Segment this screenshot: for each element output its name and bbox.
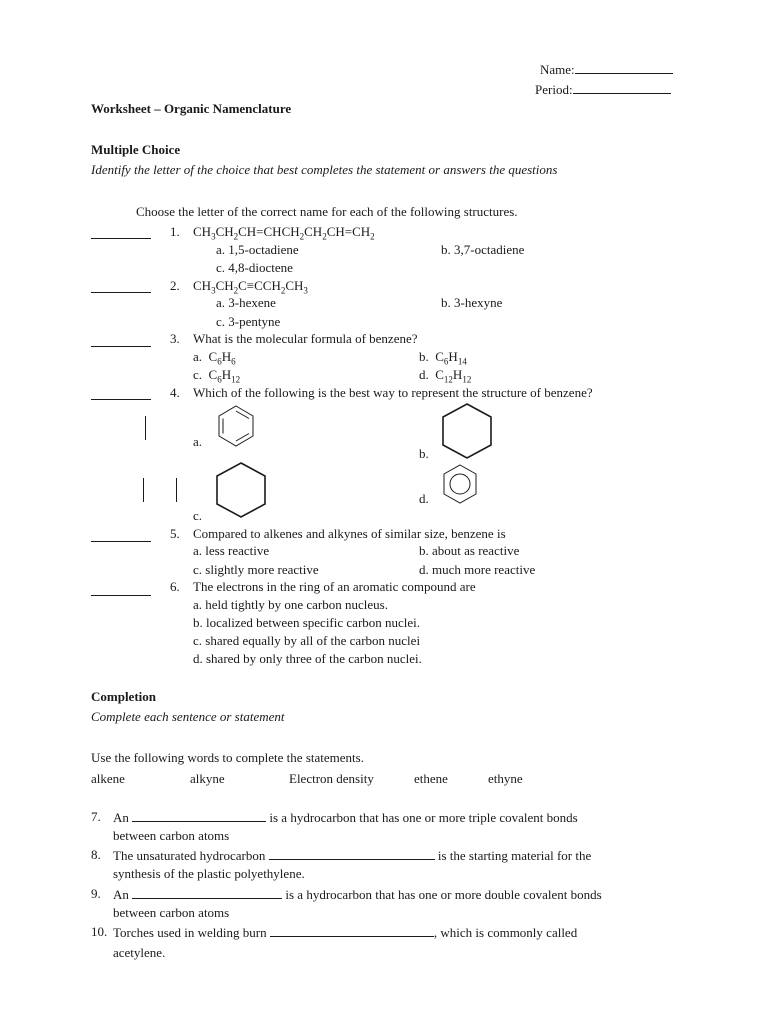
word-bank-item: ethene [414, 771, 448, 786]
q5-option-c[interactable]: c. slightly more reactive [193, 562, 319, 577]
answer-blank-6[interactable] [91, 594, 151, 596]
q1-option-a[interactable]: a. 1,5-octadiene [216, 242, 299, 257]
word-bank-item: Electron density [289, 771, 374, 786]
q4-option-a-label[interactable]: a. [193, 434, 203, 449]
cyclohexane-icon[interactable] [441, 402, 493, 460]
q4-option-b-label[interactable]: b. [419, 446, 429, 461]
name-label: Name: [540, 62, 575, 77]
name-blank[interactable] [575, 61, 673, 74]
q3-number: 3. [170, 331, 180, 346]
q1-option-b[interactable]: b. 3,7-octadiene [441, 242, 525, 257]
mc-heading: Multiple Choice [91, 142, 181, 157]
q7-continuation: between carbon atoms [113, 828, 230, 843]
completion-heading: Completion [91, 689, 156, 704]
vertical-mark [143, 478, 144, 502]
q8-number: 8. [91, 847, 101, 862]
q6-option-b[interactable]: b. localized between specific carbon nuclei. [193, 615, 421, 630]
q4-number: 4. [170, 385, 180, 400]
q1-formula: $CH_3CH_2CH=CHCH_2CH_2CH=CH_2$ [193, 224, 375, 242]
q6-option-d[interactable]: d. shared by only three of the carbon nuclei. [193, 651, 422, 666]
q9-continuation: between carbon atoms [113, 905, 230, 920]
q10-sentence: Torches used in welding burn , which is commonly called [113, 925, 578, 940]
q3-option-b[interactable]: b. $C_6H_{14}$ [419, 349, 467, 367]
q2-option-c[interactable]: c. 3-pentyne [216, 314, 281, 329]
q8-sentence: The unsaturated hydrocarbon is the starting material for the [113, 848, 592, 863]
benzene-kekule-icon[interactable] [216, 404, 256, 448]
vertical-mark [176, 478, 177, 502]
q7-fill-blank[interactable] [132, 809, 266, 822]
q5-option-b[interactable]: b. about as reactive [419, 543, 520, 558]
q10-fill-blank[interactable] [270, 924, 434, 937]
vertical-mark [145, 416, 146, 440]
benzene-circle-icon[interactable] [441, 463, 479, 505]
mc-instruction: Identify the letter of the choice that best completes the statement or answers the questions [91, 162, 558, 177]
q1-option-c[interactable]: c. 4,8-dioctene [216, 260, 293, 275]
q6-option-c[interactable]: c. shared equally by all of the carbon nuclei [193, 633, 421, 648]
worksheet-title: Worksheet – Organic Namenclature [91, 101, 292, 116]
q7-number: 7. [91, 809, 101, 824]
mc-intro: Choose the letter of the correct name for each of the following structures. [136, 204, 518, 219]
answer-blank-5[interactable] [91, 540, 151, 542]
q1-number: 1. [170, 224, 180, 239]
q5-text: Compared to alkenes and alkynes of similar size, benzene is [193, 526, 506, 541]
q6-text: The electrons in the ring of an aromatic compound are [193, 579, 476, 594]
answer-blank-3[interactable] [91, 345, 151, 347]
q2-number: 2. [170, 278, 180, 293]
q8-fill-blank[interactable] [269, 847, 435, 860]
period-field[interactable] [535, 81, 671, 98]
cyclohexane-icon[interactable] [215, 461, 267, 519]
q7-sentence: An is a hydrocarbon that has one or more triple covalent bonds [113, 810, 578, 825]
q6-option-a[interactable]: a. held tightly by one carbon nucleus. [193, 597, 388, 612]
name-field[interactable] [540, 61, 673, 78]
q4-option-c-label[interactable]: c. [193, 508, 203, 523]
word-bank-item: alkene [91, 771, 125, 786]
q10-continuation: acetylene. [113, 945, 166, 960]
q2-formula: $CH_3CH_2C\equiv CCH_2CH_3$ [193, 278, 308, 296]
q9-fill-blank[interactable] [132, 886, 282, 899]
answer-blank-4[interactable] [91, 398, 151, 400]
q9-sentence: An is a hydrocarbon that has one or more double covalent bonds [113, 887, 602, 902]
q8-continuation: synthesis of the plastic polyethylene. [113, 866, 305, 881]
period-label: Period: [535, 82, 573, 97]
word-bank-item: alkyne [190, 771, 225, 786]
q4-text: Which of the following is the best way to represent the structure of benzene? [193, 385, 593, 400]
q5-option-d[interactable]: d. much more reactive [419, 562, 536, 577]
q5-number: 5. [170, 526, 180, 541]
q2-option-b[interactable]: b. 3-hexyne [441, 295, 503, 310]
word-bank-item: ethyne [488, 771, 523, 786]
q3-option-a[interactable]: a. $C_6H_6$ [193, 349, 236, 367]
q2-option-a[interactable]: a. 3-hexene [216, 295, 276, 310]
completion-instruction: Complete each sentence or statement [91, 709, 285, 724]
q6-number: 6. [170, 579, 180, 594]
q3-text: What is the molecular formula of benzene? [193, 331, 418, 346]
answer-blank-1[interactable] [91, 237, 151, 239]
q3-option-c[interactable]: c. $C_6H_{12}$ [193, 367, 241, 385]
q3-option-d[interactable]: d. $C_{12}H_{12}$ [419, 367, 472, 385]
q9-number: 9. [91, 886, 101, 901]
q4-option-d-label[interactable]: d. [419, 491, 429, 506]
answer-blank-2[interactable] [91, 291, 151, 293]
period-blank[interactable] [573, 81, 671, 94]
q10-number: 10. [91, 924, 108, 939]
completion-intro: Use the following words to complete the statements. [91, 750, 364, 765]
q5-option-a[interactable]: a. less reactive [193, 543, 270, 558]
